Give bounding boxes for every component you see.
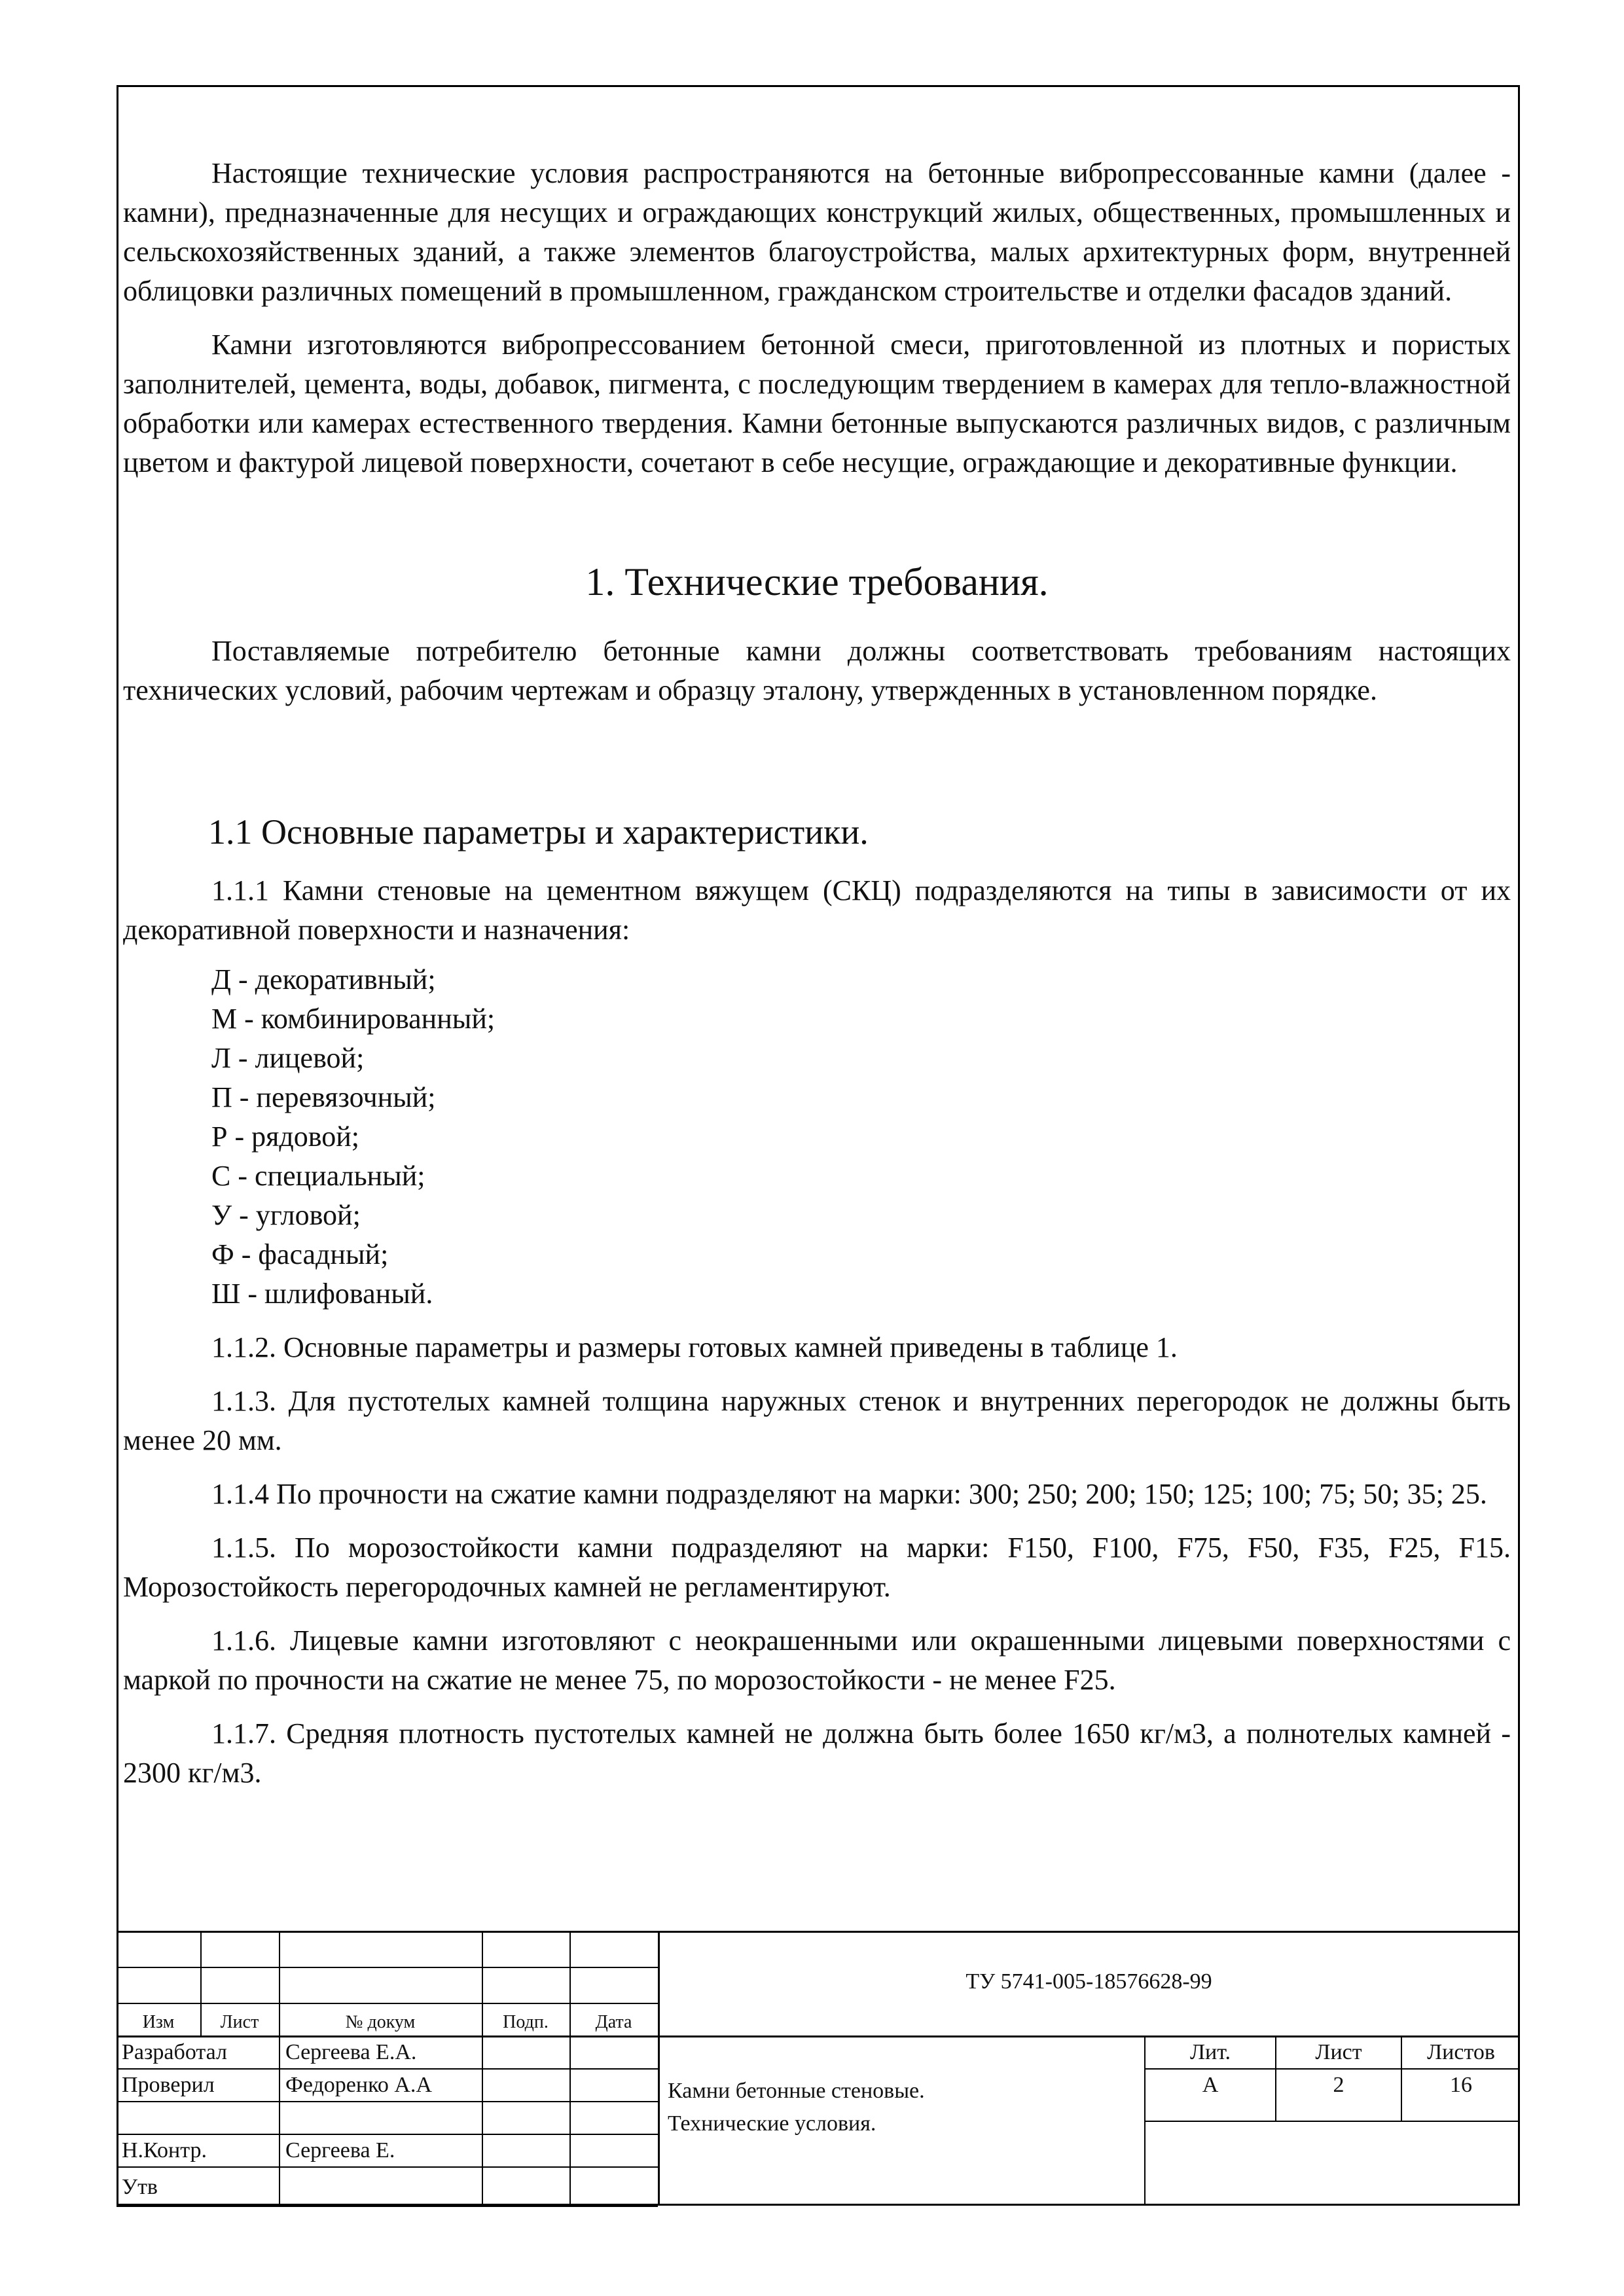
tb-row-line (117, 2134, 658, 2135)
header-sign: Подп. (503, 2012, 549, 2032)
list-item: С - специальный; (211, 1160, 425, 1192)
role-approved: Утв (122, 2175, 158, 2199)
role-checked: Проверил (122, 2073, 215, 2097)
section-title: 1. Технические требования. (585, 560, 1049, 603)
role-developed: Разработал (122, 2040, 228, 2064)
clause-1-1-3: 1.1.3. Для пустотелых камней толщина наружных стенок и внутренних перегородок не должны быть менее 20 мм. (123, 1385, 1511, 1456)
subsection-title: 1.1 Основные параметры и характеристики. (208, 812, 869, 852)
tb-row-line (117, 2166, 658, 2168)
sheet-value: 2 (1333, 2073, 1344, 2097)
title-block (117, 1931, 1520, 2206)
clause-1-1-5: 1.1.5. По морозостойкости камни подразделяют на марки: F150, F100, F75, F50, F35, F25, F15. Морозостойкость перегородочных камней не регламентируют. (123, 1532, 1511, 1603)
clause-1-1-2: 1.1.2. Основные параметры и размеры готовых камней приведены в таблице 1. (211, 1331, 1178, 1363)
sheets-value: 16 (1450, 2073, 1472, 2097)
doc-code: ТУ 5741-005-18576628-99 (965, 1969, 1212, 1994)
lit-label: Лит. (1189, 2040, 1231, 2064)
sheet-label: Лист (1315, 2040, 1362, 2064)
lit-value: А (1202, 2073, 1219, 2097)
sheets-label: Листов (1427, 2040, 1495, 2064)
list-item: Д - декоративный; (211, 963, 436, 996)
list-item: У - угловой; (211, 1199, 361, 1231)
name-checked: Федоренко А.А (285, 2073, 432, 2097)
list-item: М - комбинированный; (211, 1003, 496, 1035)
tb-row-line (1144, 2068, 1520, 2070)
header-date: Дата (595, 2012, 632, 2032)
doc-title-line-1: Камни бетонные стеновые. (668, 2079, 925, 2103)
name-norm-control: Сергеева Е. (285, 2138, 395, 2162)
list-item: Р - рядовой; (211, 1121, 359, 1153)
list-item: Ф - фасадный; (211, 1238, 389, 1270)
list-item: Ш - шлифованый. (211, 1278, 433, 1310)
tb-col-line (117, 1931, 118, 2206)
name-developed: Сергеева Е.А. (285, 2040, 417, 2064)
tb-col-line (279, 1931, 280, 2206)
tb-col-line (482, 1931, 483, 2206)
clause-1-1-1: 1.1.1 Камни стеновые на цементном вяжущем (СКЦ) подразделяются на типы в зависимости от их декоративной поверхности и назначения: (123, 874, 1511, 946)
tb-row-line (117, 2068, 658, 2070)
tb-row-line (117, 2206, 658, 2207)
intro-paragraph-2: Камни изготовляются вибропрессованием бетонной смеси, приготовленной из плотных и пористых заполнителей, цемента, воды, добавок, пигмента, с последующим твердением в камерах для тепло-влажностной обработки или камерах естественного твердения. Камни бетонные выпускаются различных видов, с различным цветом и фактурой лицевой поверхности, сочетают в себе несущие, ограждающие и декоративные функции. (123, 329, 1511, 478)
document-body (123, 154, 1511, 1793)
header-doc-no: № докум (345, 2012, 416, 2032)
list-item: Л - лицевой; (211, 1042, 365, 1074)
doc-title-line-2: Технические условия. (668, 2111, 876, 2136)
clause-1-1-7: 1.1.7. Средняя плотность пустотелых камней не должна быть более 1650 кг/м3, а полнотелых камней - 2300 кг/м3. (123, 1717, 1511, 1789)
header-list: Лист (220, 2012, 259, 2032)
tb-row-line (658, 2036, 1520, 2037)
tb-row-line (117, 2101, 658, 2102)
tb-row-line (117, 2036, 658, 2037)
header-izm: Изм (142, 2012, 175, 2032)
list-item: П - перевязочный; (211, 1081, 436, 1113)
intro-paragraph-1: Настоящие технические условия распространяются на бетонные вибропрессованные камни (далее - камни), предназначенные для несущих и ограждающих конструкций жилых, общественных, промышленных и сельскохозяйственных зданий, а также элементов благоустройства, малых архитектурных форм, внутренней облицовки различных помещений в промышленном, гражданском строительстве и отделки фасадов зданий. (123, 157, 1511, 307)
tb-row-line (117, 1967, 658, 1968)
tb-col-line (569, 1931, 571, 2206)
tb-top-border (117, 1931, 1520, 1933)
section-intro: Поставляемые потребителю бетонные камни должны соответствовать требованиям настоящих технических условий, рабочим чертежам и образцу эталону, утвержденных в установленном порядке. (123, 635, 1511, 706)
tb-row-line (117, 2003, 658, 2004)
clause-1-1-4: 1.1.4 По прочности на сжатие камни подразделяют на марки: 300; 250; 200; 150; 125; 100; 75; 50; 35; 25. (211, 1478, 1487, 1510)
role-norm-control: Н.Контр. (122, 2138, 208, 2162)
clause-1-1-6: 1.1.6. Лицевые камни изготовляют с неокрашенными или окрашенными лицевыми поверхностями с маркой по прочности на сжатие не менее 75, по морозостойкости - не менее F25. (123, 1624, 1511, 1696)
tb-row-line (1144, 2121, 1520, 2122)
types-list (211, 960, 1511, 1314)
